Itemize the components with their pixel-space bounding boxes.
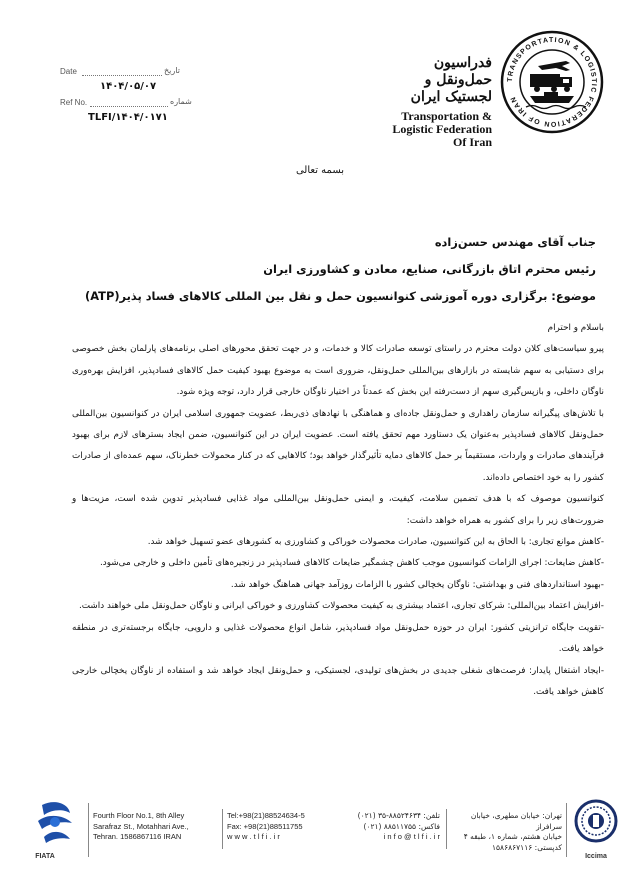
footer-fax-en: Fax: +98(21)88511755 — [227, 821, 303, 831]
footer-address-en — [93, 811, 223, 843]
footer-tel-fa: تلفن: ۸۸۵۲۴۶۳۴-۳۵ (۰۲۱) — [357, 811, 440, 820]
footer-contacts-en — [227, 811, 337, 843]
letter-body — [72, 318, 604, 703]
fiata-caption: FIATA — [35, 853, 55, 860]
body-paragraph: کنوانسیون موصوف که با هدف تضمین سلامت، کیفیت، و ایمنی حمل‌ونقل بین‌المللی مواد غذایی فسادپذیر تدوین شده است، مزیت‌ها و ضرورت‌های زیر را برای کشور به همراه خواهد داشت: — [72, 494, 604, 526]
recipient-block — [85, 229, 596, 310]
benefit-item: -تقویت جایگاه ترانزیتی کشور: ایران در حوزه حمل‌ونقل مواد فسادپذیر، شامل انواع محصولات غذایی و دارویی، جایگاه برجسته‌تری در منطقه خواهد یافت. — [72, 622, 604, 655]
footer-separator — [222, 809, 223, 849]
federation-name-block — [380, 55, 492, 149]
footer-separator — [88, 803, 89, 857]
date-dotted-line — [82, 75, 162, 76]
ref-label-en: Ref No. — [60, 98, 88, 107]
footer-email[interactable]: i n f o @ t l f i . i r — [383, 832, 440, 841]
footer-contacts-fa — [328, 811, 440, 843]
footer-separator — [446, 809, 447, 849]
footer-address-en-line2: Sarafraz St., Motahhari Ave., — [93, 821, 189, 831]
footer-address-fa-line1: تهران: خیابان مطهری، خیابان سرافراز — [470, 811, 562, 831]
benefit-item: -ایجاد اشتغال پایدار: فرصت‌های شغلی جدیدی در بخش‌های تولیدی، لجستیکی، و حمل‌ونقل ایجاد خواهد شد و استفاده از ناوگان یخچالی خارجی کاهش خواهد یافت. — [72, 665, 604, 697]
greeting: باسلام و احترام — [547, 323, 604, 333]
fiata-logo — [34, 799, 76, 845]
benefit-item: -کاهش موانع تجاری: با الحاق به این کنوانسیون، صادرات محصولات خوراکی و کشاورزی به کشورهای عضو تسهیل خواهد شد. — [147, 537, 604, 548]
benefit-item: -کاهش ضایعات: اجرای الزامات کنوانسیون موجب کاهش چشمگیر ضایعات کالاهای فسادپذیر در زنجیره‌های تأمین داخلی و خارجی می‌شود. — [99, 558, 604, 569]
iccima-logo — [574, 799, 618, 843]
federation-name-en-2: Logistic Federation — [392, 122, 492, 136]
body-paragraph: با تلاش‌های پیگیرانه سازمان راهداری و حمل‌ونقل جاده‌ای و هماهنگی با نهادهای ذی‌ربط، عضویت جمهوری اسلامی ایران در کنوانسیون بین‌المللی حمل‌ونقل کالاهای فسادپذیر به‌عنوان یک دستاورد مهم تحقق یافته است. عضویت ایران در این کنوانسیون، ضمن ایجاد بسترهای لازم برای بهبود فرآیندهای صادرات و واردات، مستقیماً بر حمل کالاهای دمایه تأثیرگذار خواهد بود؛ کالاهایی که در کنار محمولات خطرناک، سهم عمده‌ای از صادرات کشور را به خود اختصاص داده‌اند. — [72, 408, 604, 483]
footer-website[interactable]: w w w . t l f i . i r — [227, 832, 280, 841]
footer-address-fa-line3: کدپستی: ۱۵۸۶۸۶۷۱۱۶ — [491, 842, 562, 852]
federation-seal-logo — [500, 30, 604, 134]
footer-address-fa — [450, 811, 562, 853]
federation-name-en-1: Transportation & — [401, 109, 492, 123]
ref-value: TLFI/۱۴۰۴/۰۱۷۱ — [88, 112, 168, 123]
recipient-name: جناب آقای مهندس حسن‌زاده — [434, 235, 596, 249]
footer-address-fa-line2: خیابان هشتم، شماره ۱، طبقه ۴ — [463, 832, 562, 841]
iccima-caption: Iccima — [585, 853, 607, 860]
footer-address-en-line3: Tehran. 1586867116 IRAN — [93, 832, 182, 841]
body-paragraph: پیرو سیاست‌های کلان دولت محترم در راستای توسعه صادرات کالا و خدمات، و در جهت تحقق محورهای اصلی برنامه‌های پارلمان بخش خصوصی برای دستیابی به سهم شایسته در بازارهای بین‌المللی حمل‌ونقل، ضروری است به موضوع بهبود کیفیت حمل کالاهای فسادپذیر، افزایش بهره‌وری ناوگان داخلی، و بازپس‌گیری سهم از دست‌رفته این بخش که عمدتاً در اختیار ناوگان خارجی قرار دارد، توجه ویژه شود. — [72, 344, 604, 398]
benefit-item: -افزایش اعتماد بین‌المللی: شرکای تجاری، اعتماد بیشتری به کیفیت محصولات کشاورزی و خوراکی ایرانی و ناوگان حمل‌ونقل ملی خواهند داشت. — [79, 601, 604, 612]
recipient-title: رئیس محترم اتاق بازرگانی، صنایع، معادن و کشاورزی ایران — [263, 262, 596, 276]
federation-name-fa-1: فدراسیون حمل‌ونقل و — [424, 55, 492, 88]
date-label-fa: تاریخ — [164, 66, 180, 75]
basmala: بسمه تعالی — [295, 165, 345, 176]
letter-footer — [0, 795, 640, 869]
benefit-item: -بهبود استانداردهای فنی و بهداشتی: ناوگان یخچالی کشور با الزامات روزآمد جهانی هماهنگ خواهد شد. — [230, 579, 604, 590]
footer-fax-fa: فاکس: ۸۸۵۱۱۷۵۵ (۰۲۱) — [363, 821, 440, 831]
seal-ring-text: TRANSPORTATION & LOGISTIC FEDERATION OF IRAN — [506, 36, 598, 128]
footer-address-en-line1: Fourth Floor No.1, 8th Alley — [93, 811, 185, 820]
letter-header — [0, 0, 640, 149]
ref-label-fa: شماره — [170, 97, 192, 106]
date-label-en: Date — [60, 67, 77, 76]
footer-tel-en: Tel:+98(21)88524634-5 — [227, 811, 305, 820]
subject-line: موضوع: برگزاری دوره آموزشی کنوانسیون حمل و نقل بین المللی کالاهای فساد پذیر(ATP) — [85, 289, 596, 303]
date-value: ۱۴۰۴/۰۵/۰۷ — [100, 81, 157, 92]
federation-name-fa-2: لجستیک ایران — [410, 89, 492, 105]
footer-separator — [566, 803, 567, 857]
ref-dotted-line — [90, 106, 168, 107]
federation-name-en-3: Of Iran — [453, 135, 492, 149]
